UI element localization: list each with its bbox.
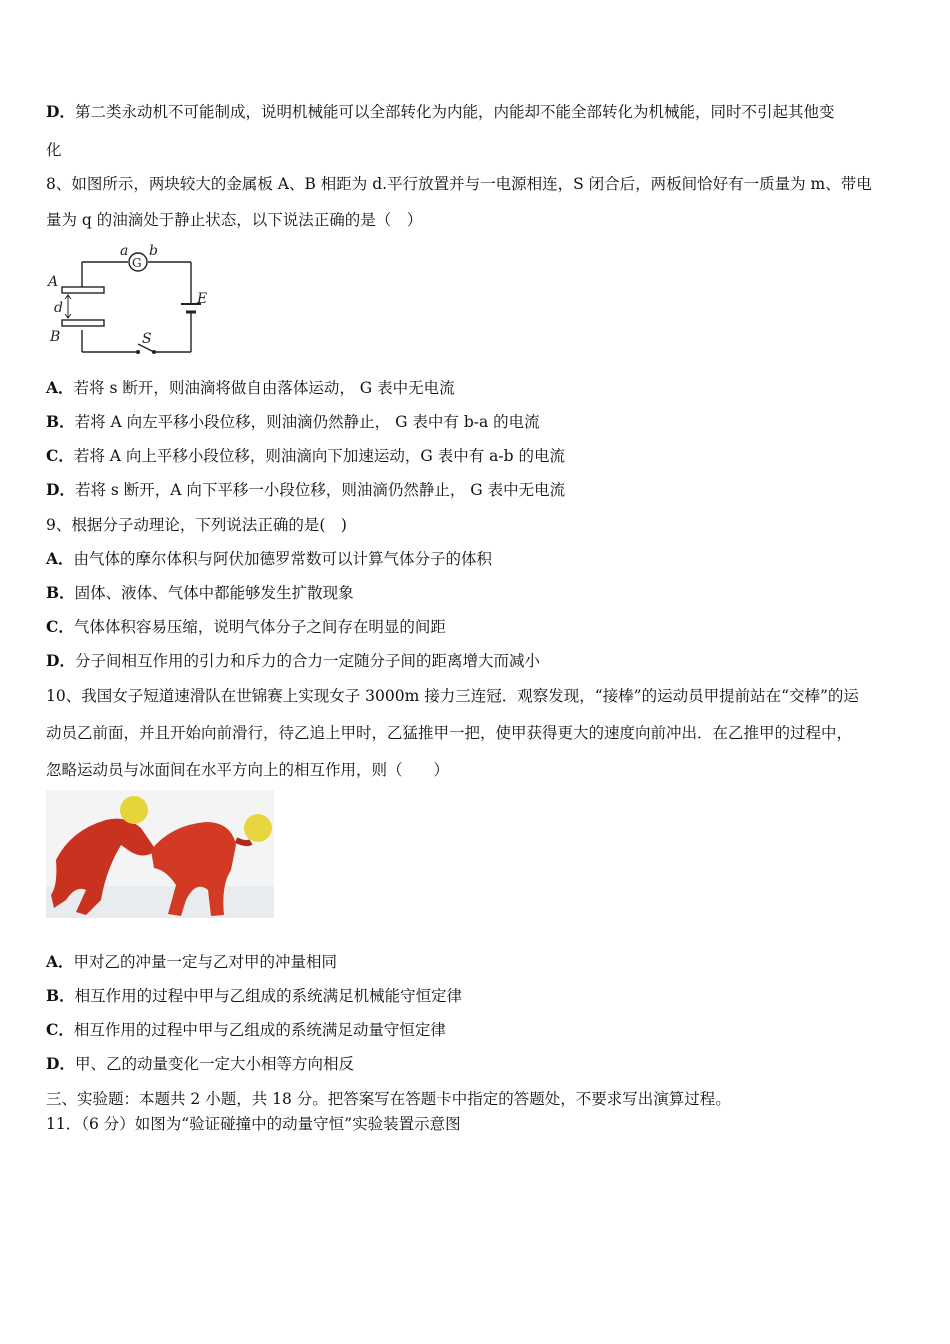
q10-option-a — [46, 952, 337, 972]
q10-stem-line1: 10、我国女子短道速滑队在世锦赛上实现女子 3000m 接力三连冠．观察发现，“接棒”的运动员甲提前站在“交棒”的运 — [46, 687, 859, 705]
q8-option-b-text: 若将 A 向左平移小段位移，则油滴仍然静止， G 表中有 b-a 的电流 — [74, 413, 540, 431]
plate-a — [62, 287, 104, 293]
label-a: a — [120, 243, 129, 259]
q10-stem-line3: 忽略运动员与冰面间在水平方向上的相互作用，则（ ） — [46, 761, 450, 779]
q8-option-c-text: 若将 A 向上平移小段位移，则油滴向下加速运动，G 表中有 a-b 的电流 — [73, 447, 565, 465]
q9-stem: 9、根据分子动理论，下列说法正确的是( ) — [46, 516, 347, 534]
section3-heading: 三、实验题：本题共 2 小题，共 18 分。把答案写在答题卡中指定的答题处，不要求写出演算过程。 — [46, 1090, 731, 1108]
q8-option-a — [46, 378, 455, 398]
q10-option-a-prefix: A． — [46, 952, 74, 971]
q8-option-c — [46, 446, 565, 466]
q9-option-a-text: 由气体的摩尔体积与阿伏加德罗常数可以计算气体分子的体积 — [73, 550, 493, 568]
switch-contact — [152, 350, 156, 354]
q10-stem-line2: 动员乙前面，并且开始向前滑行，待乙追上甲时，乙猛推甲一把，使甲获得更大的速度向前冲出．在乙推甲的过程中， — [46, 724, 853, 742]
label-s: S — [142, 331, 152, 347]
switch-pivot — [136, 350, 140, 354]
q10-option-b-prefix: B． — [46, 986, 75, 1005]
q9-option-d-text: 分子间相互作用的引力和斥力的合力一定随分子间的距离增大而减小 — [74, 652, 540, 670]
q10-option-a-text: 甲对乙的冲量一定与乙对甲的冲量相同 — [73, 953, 338, 971]
q10-option-b — [46, 986, 462, 1006]
q10-option-d-prefix: D． — [46, 1054, 75, 1073]
q9-option-d-prefix: D． — [46, 651, 75, 670]
q9-option-b — [46, 583, 354, 603]
skater-front-neck — [236, 840, 251, 843]
label-g: G — [132, 256, 142, 270]
skater-front-helmet — [244, 814, 272, 842]
q7-option-d-prefix: D． — [46, 102, 75, 121]
q8-option-b-prefix: B． — [46, 412, 75, 431]
label-e: E — [197, 291, 208, 307]
skater-rear-helmet — [120, 796, 148, 824]
q8-option-c-prefix: C． — [46, 446, 74, 465]
q8-option-d-text: 若将 s 断开，A 向下平移一小段位移，则油滴仍然静止， G 表中无电流 — [74, 481, 566, 499]
label-b: b — [149, 243, 158, 259]
q7-option-d — [46, 102, 834, 122]
q8-stem-line1: 8、如图所示，两块较大的金属板 A、B 相距为 d.平行放置并与一电源相连，S 闭合后，两板间恰好有一质量为 m、带电 — [46, 175, 872, 193]
q9-option-d — [46, 651, 540, 671]
speed-skaters-photo — [46, 790, 274, 918]
q10-option-c-prefix: C． — [46, 1020, 74, 1039]
q9-option-c-text: 气体体积容易压缩，说明气体分子之间存在明显的间距 — [73, 618, 446, 636]
q10-option-b-text: 相互作用的过程中甲与乙组成的系统满足机械能守恒定律 — [74, 987, 463, 1005]
label-plate-a: A — [48, 274, 59, 290]
q10-option-c-text: 相互作用的过程中甲与乙组成的系统满足动量守恒定律 — [73, 1021, 446, 1039]
q11-stem: 11．（6 分）如图为“验证碰撞中的动量守恒”实验装置示意图 — [46, 1115, 461, 1133]
label-plate-b: B — [50, 329, 61, 345]
q9-option-a — [46, 549, 492, 569]
q8-option-a-text: 若将 s 断开，则油滴将做自由落体运动， G 表中无电流 — [73, 379, 455, 397]
q8-option-a-prefix: A． — [46, 378, 74, 397]
q10-option-d-text: 甲、乙的动量变化一定大小相等方向相反 — [74, 1055, 354, 1073]
q7-option-d-text: 第二类永动机不可能制成，说明机械能可以全部转化为内能，内能却不能全部转化为机械能，同时不引起其他变 — [74, 103, 835, 121]
q8-option-b — [46, 412, 540, 432]
q9-option-b-prefix: B． — [46, 583, 75, 602]
q10-option-c — [46, 1020, 446, 1040]
q9-option-c — [46, 617, 446, 637]
q8-stem-line2: 量为 q 的油滴处于静止状态，以下说法正确的是（ ） — [46, 211, 423, 229]
plate-b — [62, 320, 104, 326]
label-d: d — [54, 300, 63, 316]
q8-option-d — [46, 480, 565, 500]
q8-option-d-prefix: D． — [46, 480, 75, 499]
q9-option-a-prefix: A． — [46, 549, 74, 568]
q9-option-b-text: 固体、液体、气体中都能够发生扩散现象 — [74, 584, 354, 602]
q10-option-d — [46, 1054, 354, 1074]
q9-option-c-prefix: C． — [46, 617, 74, 636]
q7-option-d-continuation: 化 — [46, 141, 62, 159]
circuit-diagram — [46, 240, 216, 360]
